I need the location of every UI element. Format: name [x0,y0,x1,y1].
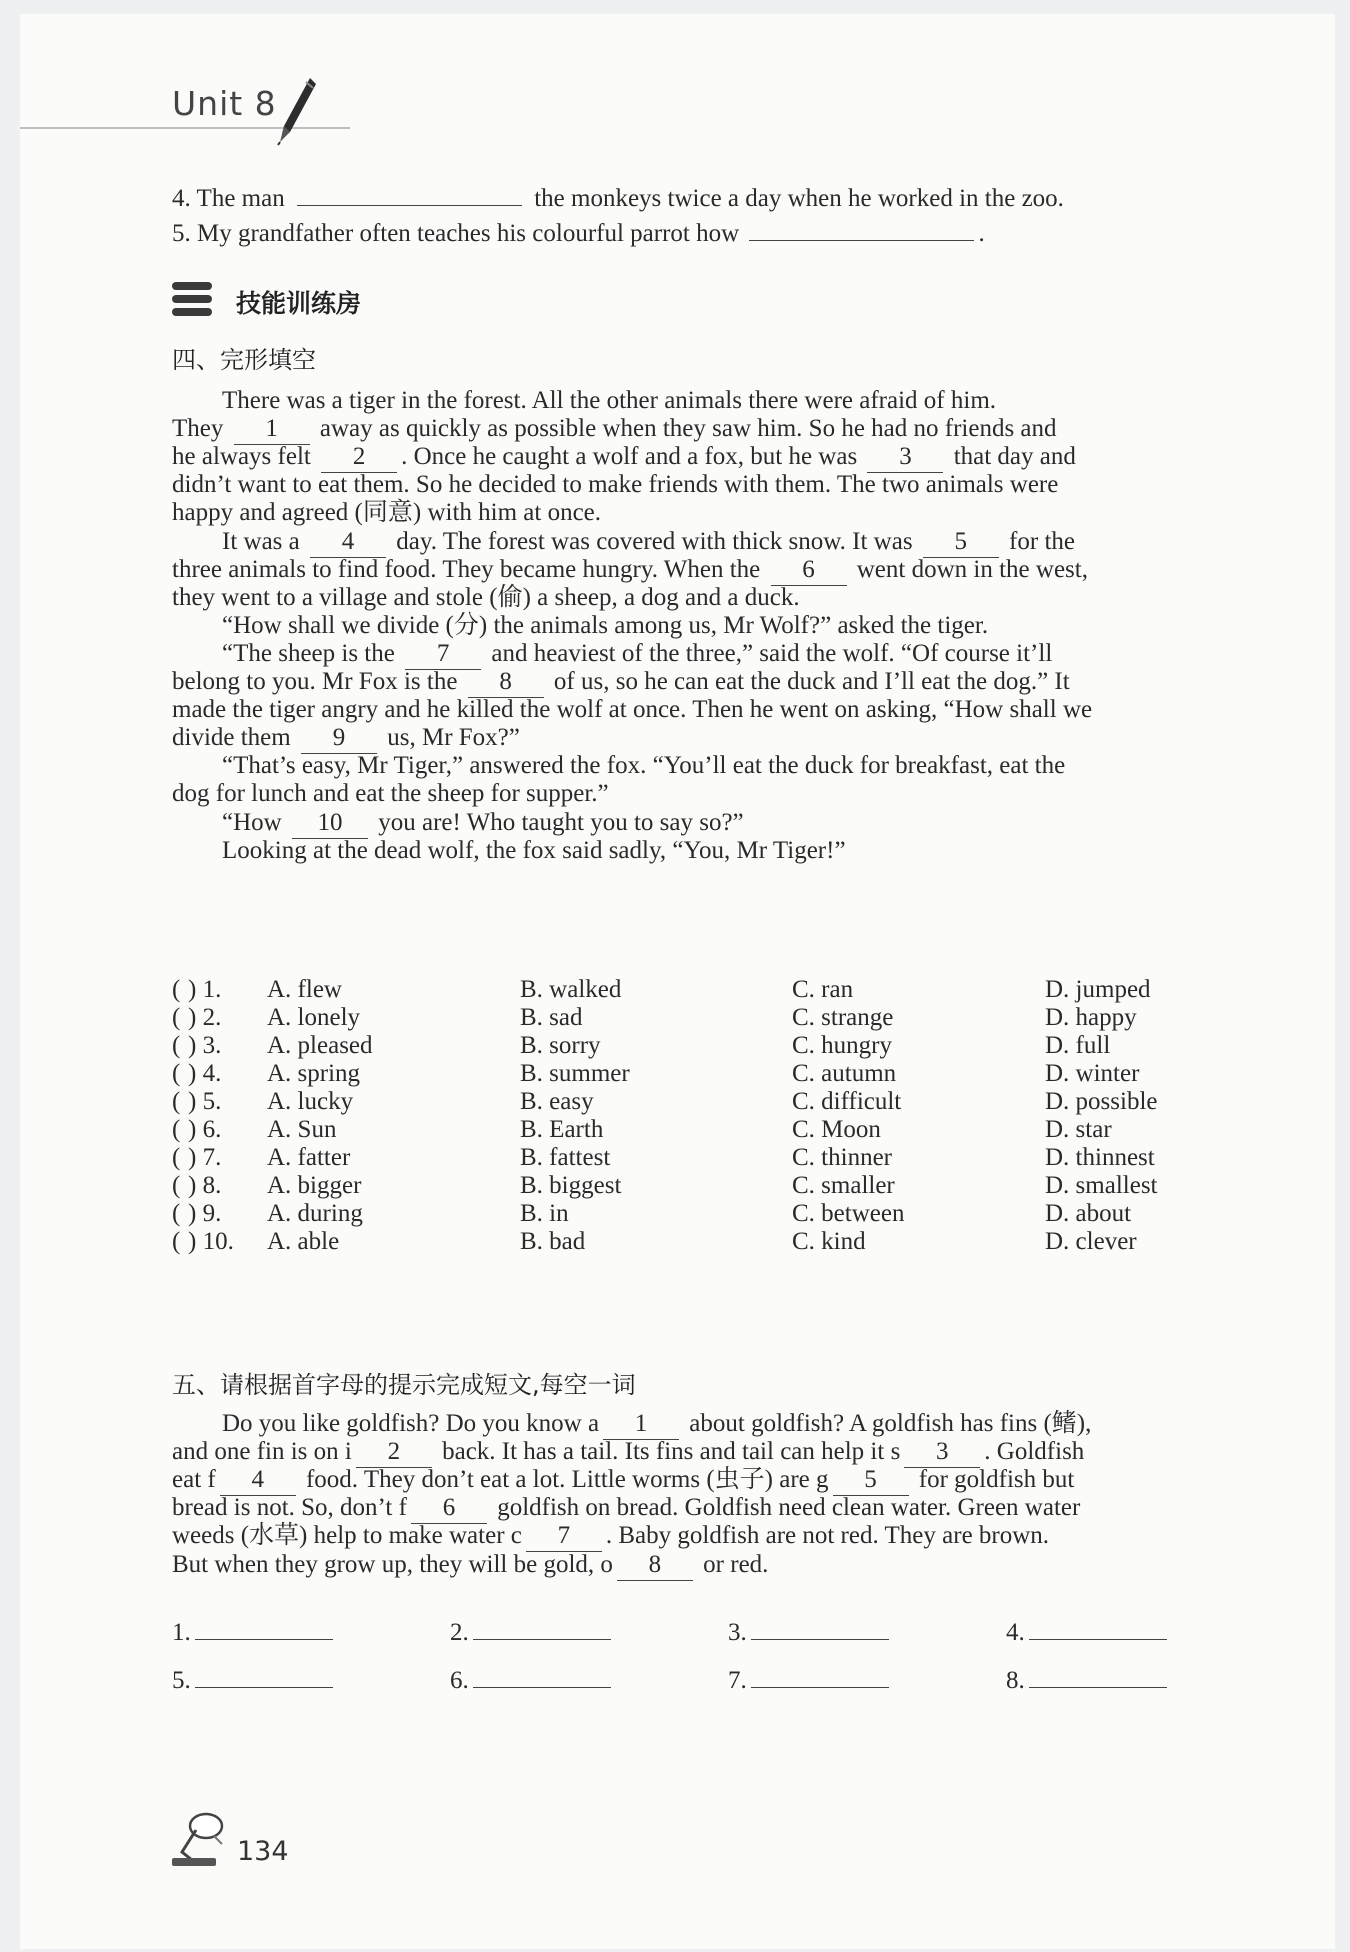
cloze-text: three animals to find food. They became hungry. When the [172,555,767,583]
answer-line[interactable] [751,1663,889,1688]
fill-answer-7 [728,1663,889,1695]
question-number: ) 5. [188,1088,222,1115]
answer-line[interactable] [473,1663,611,1688]
answer-line[interactable] [195,1663,333,1688]
fill-answer-6 [450,1663,611,1695]
fill-line [172,1547,768,1582]
option-b[interactable]: B. summer [520,1060,630,1087]
fill-text: weeds (水草) help to make water c [172,1522,522,1550]
cloze-text: for the [1002,527,1075,555]
question-number: ) 6. [188,1116,222,1143]
answer-label: 3. [728,1619,747,1646]
option-b[interactable]: B. Earth [520,1116,604,1143]
prev-question-5 [172,214,985,251]
cloze-text: day. The forest was covered with thick snow. It was [390,527,919,555]
answer-label: 4. [1006,1619,1025,1646]
option-c[interactable]: C. smaller [792,1172,895,1199]
cloze-text: divide them [172,724,297,752]
section-icon [170,280,216,320]
cloze-text: he always felt [172,443,318,471]
cloze-blank-3[interactable]: 3 [867,442,943,473]
q5-text-after: . [978,220,985,247]
fill-title: 五、请根据首字母的提示完成短文,每空一词 [172,1371,636,1399]
question-number: ) 1. [188,976,222,1003]
cloze-text: and heaviest of the three,” said the wolf. “Of course it’ll [485,639,1053,667]
fill-blank-2[interactable]: 2 [356,1437,432,1468]
option-a[interactable]: A. during [267,1200,363,1227]
fill-text: But when they grow up, they will be gold, o [172,1550,613,1578]
option-d[interactable]: D. smallest [1045,1172,1158,1199]
fill-text: food. They don’t eat a lot. Little worms (虫子) are g [299,1466,829,1494]
option-b[interactable]: B. walked [520,976,622,1003]
question-number: ) 10. [188,1228,234,1255]
answer-label: 5. [172,1667,191,1694]
q5-answer-blank[interactable] [749,214,974,241]
option-a[interactable]: A. lonely [267,1004,361,1031]
fill-text: bread is not. So, don’t f [172,1494,407,1522]
fill-blank-4[interactable]: 4 [220,1465,296,1496]
question-number: ) 7. [188,1144,222,1171]
answer-paren[interactable]: ( [172,1116,181,1143]
option-a[interactable]: A. pleased [267,1032,373,1059]
answer-paren[interactable]: ( [172,1004,181,1031]
option-a[interactable]: A. fatter [267,1144,351,1171]
fill-text: eat f [172,1466,216,1494]
option-a[interactable]: A. bigger [267,1172,362,1199]
question-number: ) 2. [188,1004,222,1031]
cloze-text: There was a tiger in the forest. All the other animals there were afraid of him. [222,387,997,414]
fill-answer-1 [172,1615,333,1647]
fill-text: about goldfish? A goldfish has fins (鳍), [683,1410,1092,1437]
q4-text-before: 4. The man [172,185,285,212]
cloze-blank-5[interactable]: 5 [923,527,999,558]
cloze-text: belong to you. Mr Fox is the [172,668,464,695]
question-number: ) 8. [188,1172,222,1199]
fill-text: . Baby goldfish are not red. They are brown. [605,1522,1050,1550]
option-d[interactable]: D. jumped [1045,976,1151,1003]
cloze-text: dog for lunch and eat the sheep for supper.” [172,780,609,808]
option-a[interactable]: A. flew [267,976,342,1003]
cloze-text: they went to a village and stole (偷) a sheep, a dog and a duck. [172,583,800,611]
option-c[interactable]: C. ran [792,976,854,1003]
answer-paren[interactable]: ( [172,1032,181,1059]
fill-answer-2 [450,1615,611,1647]
option-b[interactable]: B. sorry [520,1032,601,1059]
cloze-text: of us, so he can eat the duck and I’ll eat the dog.” It [547,668,1070,695]
fill-blank-5[interactable]: 5 [833,1465,909,1496]
fill-text: goldfish on bread. Goldfish need clean water. Green water [490,1494,1081,1522]
option-b[interactable]: B. in [520,1200,569,1227]
answer-label: 8. [1006,1667,1025,1694]
cloze-text: away as quickly as possible when they saw him. So he had no friends and [313,415,1057,443]
option-d[interactable]: D. full [1045,1032,1111,1059]
cloze-text: didn’t want to eat them. So he decided to make friends with them. The two animals were [172,471,1059,499]
fill-blank-7[interactable]: 7 [526,1521,602,1552]
cloze-blank-1[interactable]: 1 [234,414,310,445]
prev-question-4 [172,179,1064,216]
option-d[interactable]: D. happy [1045,1004,1137,1031]
cloze-text: It was a [222,527,306,555]
option-c[interactable]: C. strange [792,1004,894,1031]
option-c[interactable]: C. between [792,1200,905,1227]
fill-text: for goldfish but [912,1466,1075,1494]
cloze-blank-2[interactable]: 2 [321,442,397,473]
option-b[interactable]: B. easy [520,1088,594,1115]
cloze-blank-6[interactable]: 6 [771,555,847,586]
option-c[interactable]: C. hungry [792,1032,892,1059]
option-c[interactable]: C. thinner [792,1144,892,1171]
option-d[interactable]: D. clever [1045,1228,1137,1255]
cloze-blank-4[interactable]: 4 [310,527,386,558]
option-c[interactable]: C. Moon [792,1116,881,1143]
answer-paren[interactable]: ( [172,1144,181,1171]
cloze-text: . Once he caught a wolf and a fox, but he was [401,443,864,471]
cloze-text: us, Mr Fox?” [380,724,520,752]
option-a[interactable]: A. able [267,1228,340,1255]
cloze-text: “That’s easy, Mr Tiger,” answered the fox. “You’ll eat the duck for breakfast, eat the [222,752,1066,780]
option-c[interactable]: C. autumn [792,1060,897,1087]
option-d[interactable]: D. star [1045,1116,1112,1143]
answer-line[interactable] [1029,1663,1167,1688]
cloze-title: 四、完形填空 [172,346,316,374]
q5-text-before: 5. My grandfather often teaches his colourful parrot how [172,220,740,247]
answer-paren[interactable]: ( [172,1172,181,1199]
cloze-blank-7[interactable]: 7 [405,639,481,670]
option-b[interactable]: B. biggest [520,1172,622,1199]
answer-paren[interactable]: ( [172,1200,181,1227]
desk-lamp-icon [170,1808,232,1868]
option-d[interactable]: D. thinnest [1045,1144,1155,1171]
question-number: ) 3. [188,1032,222,1059]
question-number: ) 4. [188,1060,222,1087]
cloze-text: They [172,415,230,443]
question-number: ) 9. [188,1200,222,1227]
cloze-blank-10[interactable]: 10 [292,808,368,839]
option-b[interactable]: B. sad [520,1004,583,1031]
answer-line[interactable] [751,1615,889,1640]
answer-paren[interactable]: ( [172,1228,181,1255]
cloze-line [222,833,846,868]
option-b[interactable]: B. bad [520,1228,586,1255]
page-number: 134 [237,1836,289,1867]
fill-answer-4 [1006,1615,1167,1647]
q4-text-after: the monkeys twice a day when he worked in the zoo. [534,185,1064,212]
option-d[interactable]: D. possible [1045,1088,1158,1115]
q4-answer-blank[interactable] [297,179,522,206]
cloze-text: happy and agreed (同意) with him at once. [172,499,602,527]
option-a[interactable]: A. Sun [267,1116,337,1143]
option-a[interactable]: A. spring [267,1060,361,1087]
option-a[interactable]: A. lucky [267,1088,354,1115]
answer-label: 7. [728,1667,747,1694]
answer-line[interactable] [1029,1615,1167,1640]
cloze-blank-9[interactable]: 9 [301,723,377,754]
cloze-blank-8[interactable]: 8 [468,667,544,698]
cloze-text: that day and [947,443,1076,471]
answer-label: 2. [450,1619,469,1646]
answer-label: 1. [172,1619,191,1646]
answer-paren[interactable]: ( [172,976,181,1003]
answer-line[interactable] [195,1615,333,1640]
fill-text: . Goldfish [984,1438,1085,1466]
fill-answer-8 [1006,1663,1167,1695]
cloze-text: you are! Who taught you to say so?” [371,808,744,836]
option-d[interactable]: D. about [1045,1200,1132,1227]
option-d[interactable]: D. winter [1045,1060,1140,1087]
fill-text: and one fin is on i [172,1438,352,1466]
cloze-text: “How shall we divide (分) the animals among us, Mr Wolf?” asked the tiger. [222,611,989,639]
fill-blank-1[interactable]: 1 [603,1409,679,1440]
answer-paren[interactable]: ( [172,1060,181,1087]
fill-answer-3 [728,1615,889,1647]
cloze-text: “How [222,808,288,836]
option-b[interactable]: B. fattest [520,1144,611,1171]
unit-title: Unit 8 [172,84,277,123]
answer-paren[interactable]: ( [172,1088,181,1115]
fill-blank-3[interactable]: 3 [904,1437,980,1468]
fill-answer-5 [172,1663,333,1695]
fill-blank-8[interactable]: 8 [617,1550,693,1581]
option-row [172,1228,1192,1263]
fill-blank-6[interactable]: 6 [411,1493,487,1524]
pen-icon [276,74,318,146]
fill-text: or red. [696,1550,769,1578]
cloze-text: made the tiger angry and he killed the wolf at once. Then he went on asking, “How shall we [172,696,1093,724]
cloze-text: went down in the west, [850,555,1088,583]
option-c[interactable]: C. kind [792,1228,866,1255]
cloze-text: Looking at the dead wolf, the fox said sadly, “You, Mr Tiger!” [222,836,846,864]
answer-line[interactable] [473,1615,611,1640]
answer-label: 6. [450,1667,469,1694]
fill-text: back. It has a tail. Its fins and tail can help it s [435,1438,901,1466]
option-c[interactable]: C. difficult [792,1088,902,1115]
cloze-text: “The sheep is the [222,639,402,667]
section-title: 技能训练房 [236,289,362,318]
fill-text: Do you like goldfish? Do you know a [222,1410,600,1437]
